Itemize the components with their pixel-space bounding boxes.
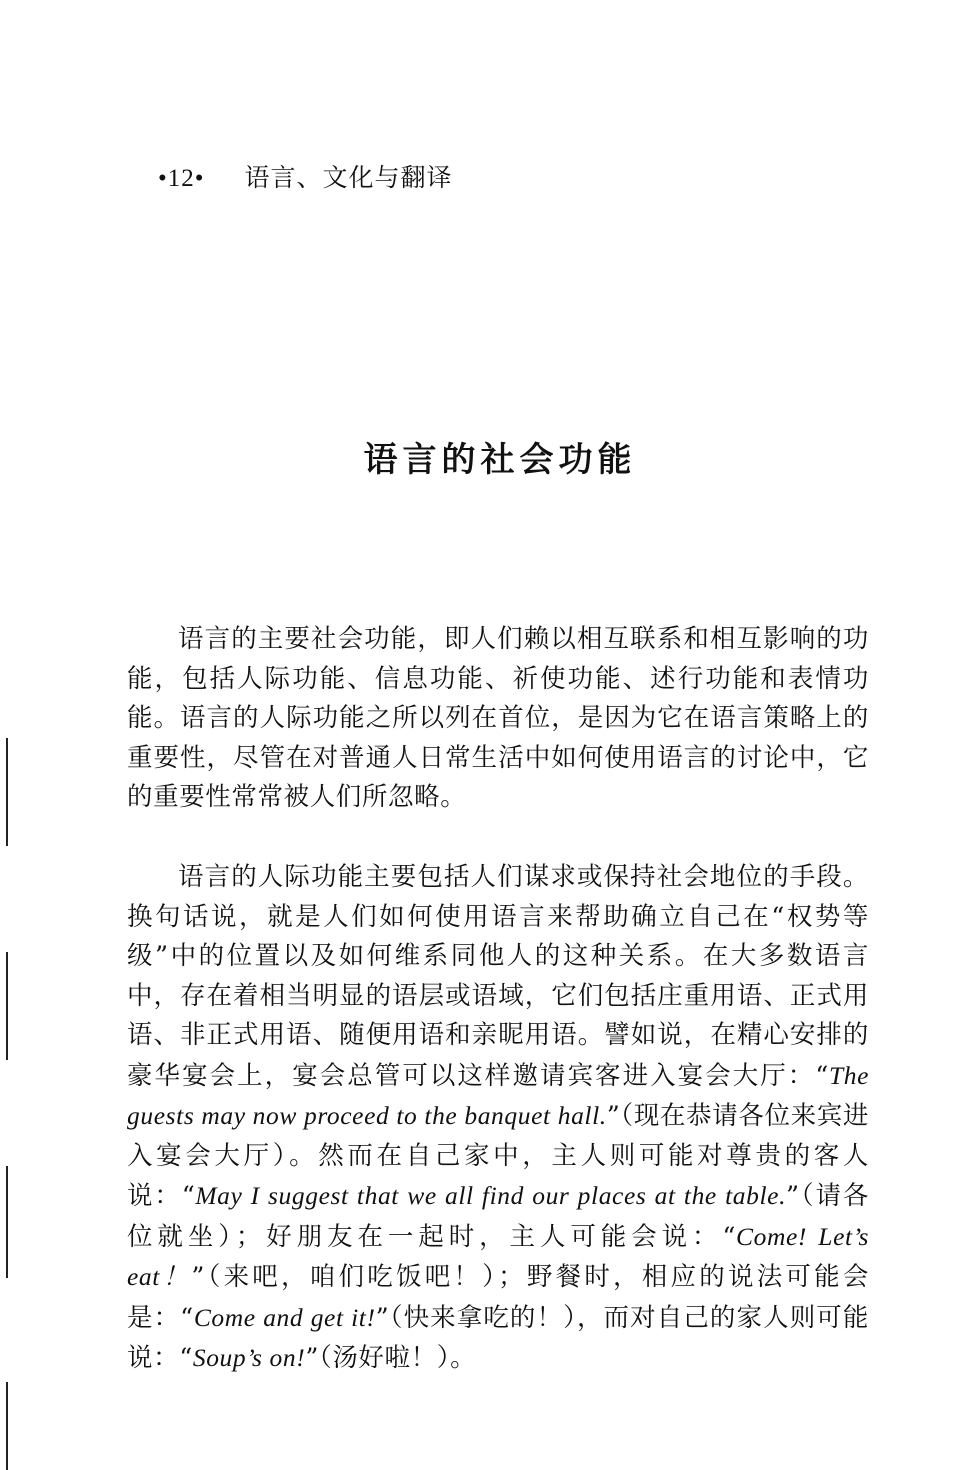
- paragraph-2: [127, 858, 869, 1379]
- scan-margin-mark-2: [6, 952, 8, 1060]
- paragraph-2-text-3: ”（请各位就坐）；好朋友在一起时，主人可能会说：“: [127, 1181, 869, 1252]
- section-title: 语言的社会功能: [363, 440, 637, 480]
- english-quote-4: Come and get it!: [193, 1302, 376, 1332]
- running-header: [158, 158, 453, 194]
- english-quote-1: The guests may now proceed to the banquet hall.: [127, 1060, 869, 1130]
- english-quote-5: Soup’s on!: [192, 1343, 306, 1372]
- scan-margin-mark-4: [6, 1382, 8, 1470]
- paragraph-2-text-1: 语言的人际功能主要包括人们谋求或保持社会地位的手段。换句话说，就是人们如何使用语言来帮助确立自己在“权势等级”中的位置以及如何维系同他人的这种关系。在大多数语言中，存在着相当明显的语层或语域，它们包括庄重用语、正式用语、非正式用语、随便用语和亲昵用语。譬如说，在精心安排的豪华宴会上，宴会总管可以这样邀请宾客进入宴会大厅：“: [127, 862, 869, 1091]
- paragraph-2-text-2: ”（现在恭请各位来宾进入宴会大厅）。然而在自己家中，主人则可能对尊贵的客人说：“: [127, 1101, 869, 1211]
- scan-margin-mark-3: [6, 1166, 8, 1278]
- page-number: •12•: [158, 165, 205, 192]
- english-quote-3: Come! Let’s eat！: [127, 1221, 870, 1291]
- scan-margin-mark-1: [6, 738, 8, 846]
- paragraph-2-text-5: ”（快来拿吃的！），而对自己的家人则可能说：“: [127, 1302, 869, 1373]
- english-quote-2: May I suggest that we all find our places at the table.: [195, 1181, 787, 1210]
- paragraph-2-text-6: ”（汤好啦！）。: [305, 1343, 477, 1373]
- paragraph-1: 语言的主要社会功能，即人们赖以相互联系和相互影响的功能，包括人际功能、信息功能、祈使功能、述行功能和表情功能。语言的人际功能之所以列在首位，是因为它在语言策略上的重要性，尽管在对普通人日常生活中如何使用语言的讨论中，它的重要性常常被人们所忽略。: [127, 624, 869, 812]
- paragraph-2-text-4: ”（来吧，咱们吃饭吧！）；野餐时，相应的说法可能会是：“: [127, 1262, 869, 1333]
- running-title: 语言、文化与翻译: [244, 163, 453, 192]
